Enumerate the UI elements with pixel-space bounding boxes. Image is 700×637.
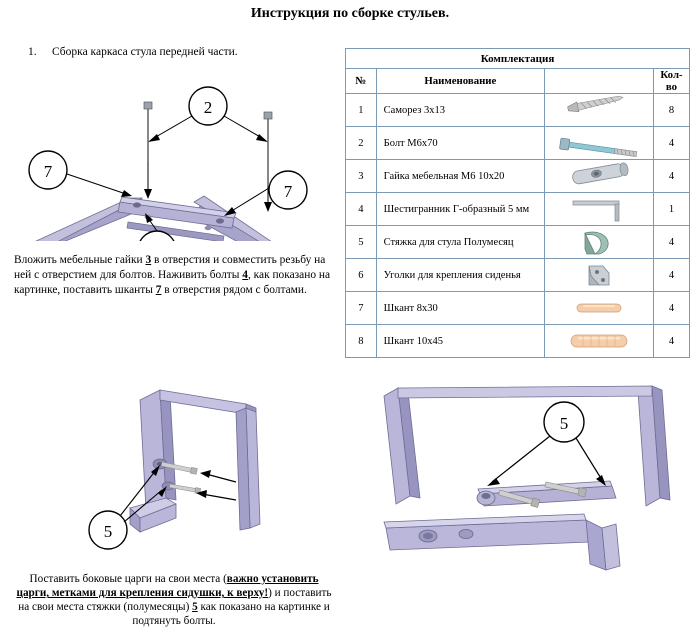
- cell-quantity: 4: [654, 160, 690, 193]
- svg-text:7: 7: [283, 182, 293, 201]
- figure-side-rail-drawing: [10, 378, 340, 568]
- parts-table-title: Комплектация: [346, 49, 690, 69]
- table-row: [346, 94, 690, 127]
- screw-icon: [549, 95, 649, 125]
- cell-quantity: 4: [654, 127, 690, 160]
- paragraph-1-part1: Вложить мебельные гайки: [14, 254, 146, 266]
- page-title: Инструкция по сборке стульев.: [250, 6, 450, 21]
- figure-front-frame: [24, 66, 324, 241]
- cell-quantity: 4: [654, 292, 690, 325]
- cell-picture: [545, 127, 654, 160]
- cell-name: Шкант 8х30: [376, 292, 544, 325]
- table-row: [346, 160, 690, 193]
- table-row: [346, 292, 690, 325]
- barrel-nut-icon: [549, 161, 649, 191]
- cell-picture: [545, 226, 654, 259]
- cell-name: Гайка мебельная М6 10х20: [376, 160, 544, 193]
- svg-text:2: 2: [203, 98, 213, 117]
- cell-number: 8: [346, 325, 377, 358]
- step-1-text: Сборка каркаса стула передней части.: [52, 46, 238, 58]
- cell-picture: [545, 193, 654, 226]
- figure-front-frame-drawing: [24, 66, 324, 241]
- paragraph-2-part3: как показано на картинке и подтянуть болты.: [132, 601, 330, 627]
- cell-quantity: 1: [654, 193, 690, 226]
- cell-number: 7: [346, 292, 377, 325]
- paragraph-1-part2: в отверстия и совместить резьбу на ней с отверстием для болтов. Наживить болты: [14, 254, 326, 281]
- paragraph-2-ref-5: 5: [192, 601, 198, 613]
- table-row: [346, 226, 690, 259]
- paragraph-1-ref-7: 7: [155, 284, 162, 296]
- figure-frame-crescents: [350, 378, 695, 578]
- table-title-row: [346, 49, 690, 69]
- cell-picture: [545, 259, 654, 292]
- step-1-number: 1.: [28, 46, 37, 58]
- header-number: №: [346, 69, 377, 94]
- paragraph-2-bold: важно установить царги, метками для крепления сидушки, к верху!: [16, 573, 319, 599]
- cell-name: Стяжка для стула Полумесяц: [376, 226, 544, 259]
- cell-quantity: 4: [654, 325, 690, 358]
- cell-number: 3: [346, 160, 377, 193]
- figure-side-rail: [10, 378, 340, 568]
- parts-table: [345, 48, 690, 358]
- table-header-row: [346, 69, 690, 94]
- header-quantity: Кол-во: [654, 69, 690, 94]
- dowel-small-icon: [549, 293, 649, 323]
- paragraph-1-ref-4: 4: [242, 269, 248, 281]
- figure-frame-crescents-drawing: [350, 378, 695, 578]
- paragraph-2-part2: ) и поставить на свои места стяжки (полумесяцы): [18, 587, 332, 613]
- cell-name: Шкант 10х45: [376, 325, 544, 358]
- cell-quantity: 8: [654, 94, 690, 127]
- cell-quantity: 4: [654, 259, 690, 292]
- cell-quantity: 4: [654, 226, 690, 259]
- table-row: [346, 193, 690, 226]
- paragraph-1-part4: в отверстия рядом с болтами.: [161, 284, 307, 296]
- table-row: [346, 325, 690, 358]
- paragraph-1-ref-3: 3: [145, 254, 152, 266]
- cell-number: 2: [346, 127, 377, 160]
- cell-number: 5: [346, 226, 377, 259]
- paragraph-2: [14, 572, 334, 628]
- cell-picture: [545, 94, 654, 127]
- crescent-bracket-icon: [549, 227, 649, 257]
- parts-table-wrapper: [345, 48, 690, 358]
- cell-name: Шестигранник Г-образный 5 мм: [376, 193, 544, 226]
- angle-bracket-icon: [549, 260, 649, 290]
- paragraph-2-part1: Поставить боковые царги на свои места (: [29, 573, 227, 585]
- cell-number: 1: [346, 94, 377, 127]
- table-row: [346, 127, 690, 160]
- bolt-icon: [549, 128, 649, 158]
- step-1-heading: [28, 46, 318, 58]
- table-row: [346, 259, 690, 292]
- paragraph-1-part3: , как показано на картинке, поставить шканты: [14, 269, 331, 296]
- cell-picture: [545, 325, 654, 358]
- svg-text:7: 7: [43, 162, 53, 181]
- hex-key-icon: [549, 194, 649, 224]
- svg-text:5: 5: [559, 414, 569, 433]
- header-picture: [545, 69, 654, 94]
- cell-name: Саморез 3х13: [376, 94, 544, 127]
- cell-number: 4: [346, 193, 377, 226]
- cell-picture: [545, 292, 654, 325]
- cell-name: Болт М6х70: [376, 127, 544, 160]
- dowel-large-icon: [549, 326, 649, 356]
- svg-text:5: 5: [103, 522, 113, 541]
- cell-name: Уголки для крепления сиденья: [376, 259, 544, 292]
- header-name: Наименование: [376, 69, 544, 94]
- cell-picture: [545, 160, 654, 193]
- cell-number: 6: [346, 259, 377, 292]
- paragraph-1: [14, 253, 334, 298]
